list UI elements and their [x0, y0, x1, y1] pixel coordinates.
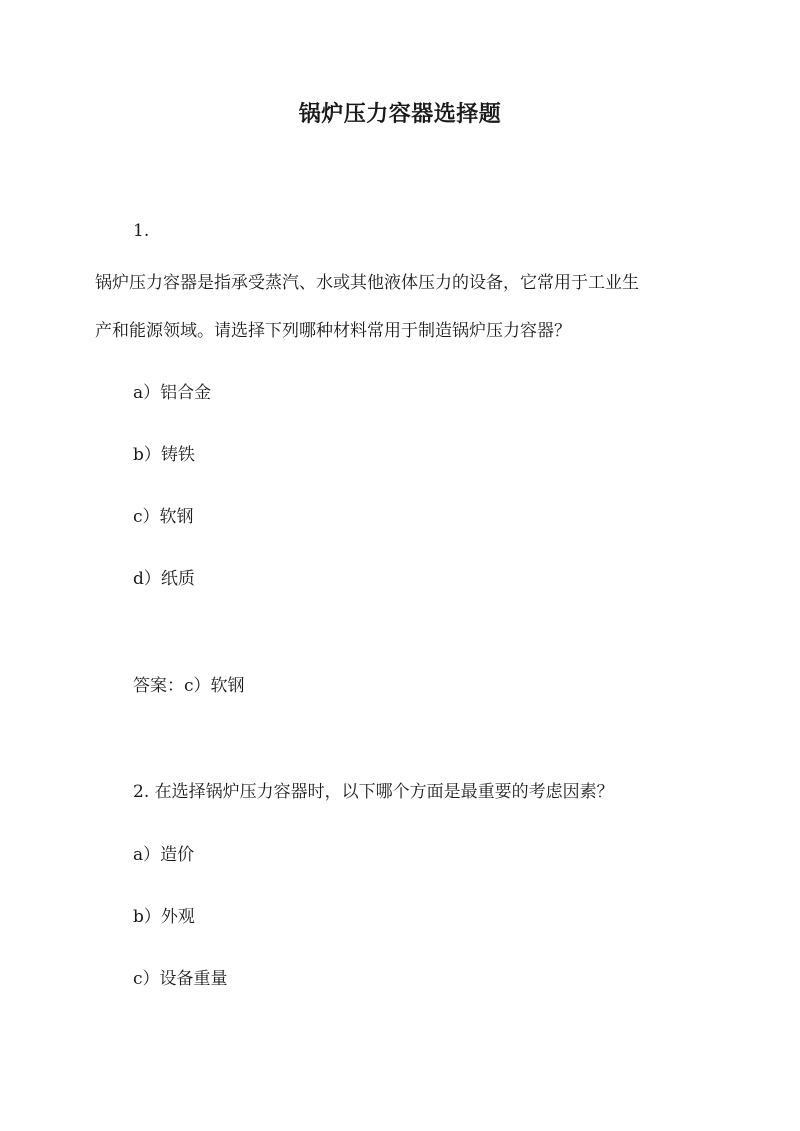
document-title: 锅炉压力容器选择题: [298, 101, 502, 127]
question-1-answer: 答案：c）软钢: [133, 676, 245, 696]
question-2-text: 2. 在选择锅炉压力容器时，以下哪个方面是最重要的考虑因素？: [133, 782, 614, 802]
question-1-option-d: d）纸质: [133, 569, 195, 589]
question-1-number: 1.: [133, 221, 150, 241]
question-2-option-c: c）设备重量: [133, 969, 228, 989]
question-1-option-a: a）铝合金: [133, 383, 212, 403]
question-2-option-a: a）造价: [133, 845, 195, 865]
question-1-text-line-1: 锅炉压力容器是指承受蒸汽、水或其他液体压力的设备，它常用于工业生: [95, 273, 639, 293]
question-1-option-b: b）铸铁: [133, 445, 195, 465]
question-2-option-b: b）外观: [133, 907, 195, 927]
question-1-text-line-2: 产和能源领域。请选择下列哪种材料常用于制造锅炉压力容器？: [95, 321, 571, 341]
question-1-option-c: c）软钢: [133, 507, 194, 527]
